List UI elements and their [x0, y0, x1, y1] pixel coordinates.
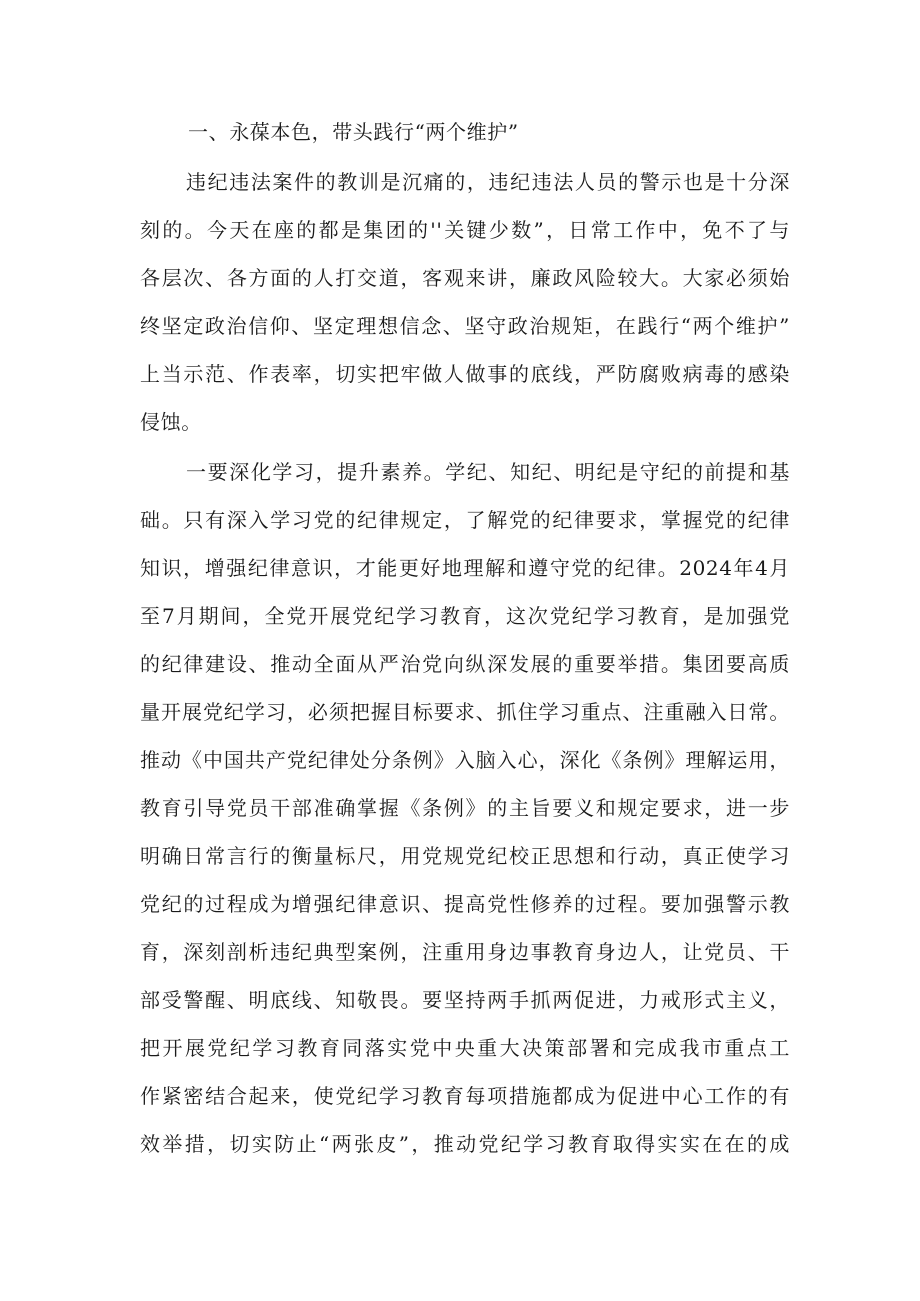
paragraph-line: 知识，增强纪律意识，才能更好地理解和遵守党的纪律。2024年4月 — [140, 556, 790, 580]
paragraph-line: 违纪违法案件的教训是沉痛的，违纪违法人员的警示也是十分深 — [186, 170, 790, 194]
paragraph-line: 育，深刻剖析违纪典型案例，注重用身边事教育身边人，让党员、干 — [140, 940, 790, 964]
paragraph-line: 效举措，切实防止“两张皮”，推动党纪学习教育取得实实在在的成 — [140, 1132, 790, 1156]
paragraph-line: 量开展党纪学习，必须把握目标要求、抓住学习重点、注重融入日常。 — [140, 700, 790, 724]
paragraph-line: 础。只有深入学习党的纪律规定，了解党的纪律要求，掌握党的纪律 — [140, 508, 790, 532]
paragraph-line: 教育引导党员干部准确掌握《条例》的主旨要义和规定要求，进一步 — [140, 796, 790, 820]
paragraph-line: 侵蚀。 — [140, 410, 202, 434]
paragraph-line: 刻的。今天在座的都是集团的''关键少数”，日常工作中，免不了与 — [140, 218, 790, 242]
paragraph-line: 一要深化学习，提升素养。学纪、知纪、明纪是守纪的前提和基 — [186, 460, 790, 484]
paragraph-line: 的纪律建设、推动全面从严治党向纵深发展的重要举措。集团要高质 — [140, 652, 790, 676]
paragraph-line: 作紧密结合起来，使党纪学习教育每项措施都成为促进中心工作的有 — [140, 1084, 790, 1108]
paragraph-line: 推动《中国共产党纪律处分条例》入脑入心，深化《条例》理解运用， — [140, 748, 790, 772]
paragraph-line: 终坚定政治信仰、坚定理想信念、坚守政治规矩，在践行“两个维护” — [140, 314, 790, 338]
paragraph-line: 各层次、各方面的人打交道，客观来讲，廉政风险较大。大家必须始 — [140, 266, 790, 290]
paragraph-line: 把开展党纪学习教育同落实党中央重大决策部署和完成我市重点工 — [140, 1036, 790, 1060]
paragraph-line: 明确日常言行的衡量标尺，用党规党纪校正思想和行动，真正使学习 — [140, 844, 790, 868]
paragraph-line: 部受警醒、明底线、知敬畏。要坚持两手抓两促进，力戒形式主义， — [140, 988, 790, 1012]
paragraph-line: 上当示范、作表率，切实把牢做人做事的底线，严防腐败病毒的感染 — [140, 362, 790, 386]
section-heading: 一、永葆本色，带头践行“两个维护” — [188, 120, 519, 144]
paragraph-line: 至7月期间，全党开展党纪学习教育，这次党纪学习教育，是加强党 — [140, 604, 790, 628]
paragraph-line: 党纪的过程成为增强纪律意识、提高党性修养的过程。要加强警示教 — [140, 892, 790, 916]
